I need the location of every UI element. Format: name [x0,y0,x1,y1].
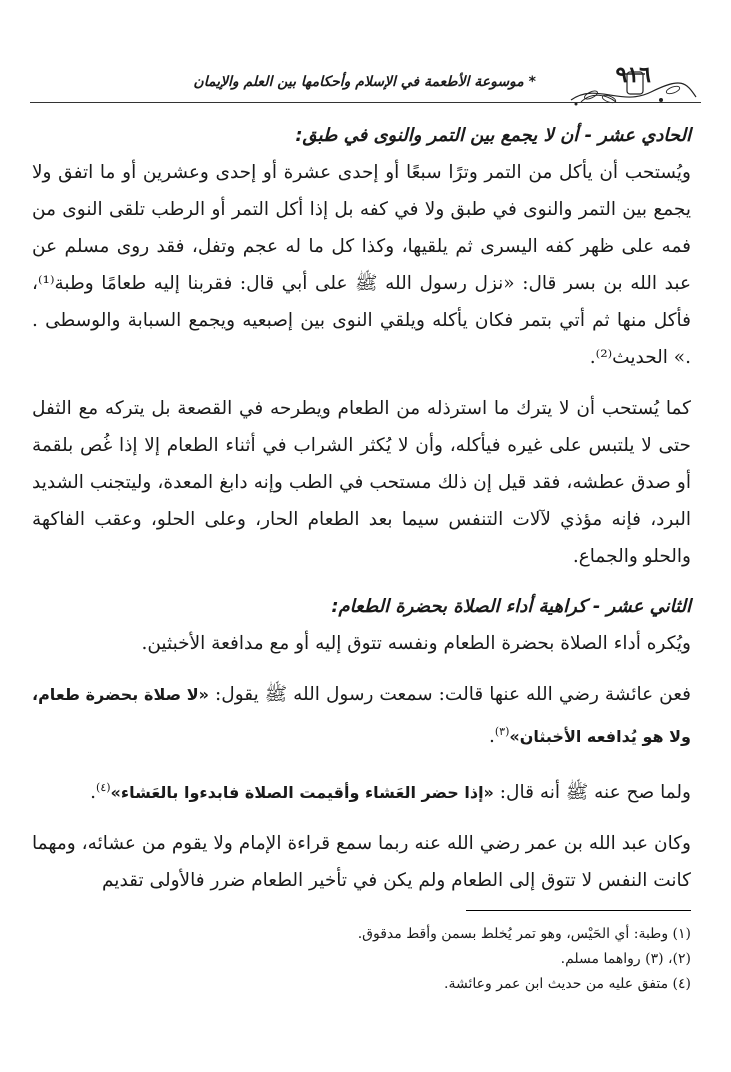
main-text [32,118,691,899]
footnote-3: (٤) متفق عليه من حديث ابن عمر وعائشة. [444,976,691,992]
running-title: * موسوعة الأطعمة في الإسلام وأحكامها بين العلم والإيمان [193,74,536,90]
paragraph: وكان عبد الله بن عمر رضي الله عنه ربما سمع قراءة الإمام ولا يقوم من عشائه، ومهما كانت النفس لا تتوق إلى الطعام ولم يكن في تأخير الطعام ضرر فالأولى تقديم [32,833,691,892]
header-rule [30,102,701,103]
footnote-ref: (٤) [96,781,111,795]
page-number: ٩١٦ [615,62,651,88]
footnote-2: (٢)، (٣) رواهما مسلم. [560,951,691,967]
page-header [30,62,701,112]
hadith-intro: فعن عائشة رضي الله عنها قالت: سمعت رسول الله ﷺ يقول: [215,684,691,705]
hadith-paragraph-2: ولما صح عنه ﷺ أنه قال: «إذا حضر العَشاء وأقيمت الصلاة فابدءوا بالعَشاء»$^{(٤)}$. [90,781,691,804]
footnotes [40,922,691,997]
hadith-quote: «لا صلاة بحضرة طعام، ولا هو يُدافعه الأخبثان» [32,685,691,747]
hadith-quote: «إذا حضر العَشاء وأقيمت الصلاة فابدءوا بالعَشاء» [110,783,494,803]
paragraph: ويُكره أداء الصلاة بحضرة الطعام ونفسه تتوق إليه أو مع مدافعة الأخبثين. [141,633,691,654]
section-heading-12: الثاني عشر - كراهية أداء الصلاة بحضرة الطعام: [331,596,691,617]
paragraph: كما يُستحب أن لا يترك ما استرذله من الطعام ويطرحه في القصعة بل يتركه مع الثفل حتى لا يلتبس على غيره فيأكله، وأن لا يُكثر الشراب في أثناء الطعام إلا إذا غُص بلقمة أو صدق عطشه، فقد قيل إن ذلك مستحب في الطب وإنه دابغ المعدة، وليتجنب الشديد البرد، فإنه مؤذي لآلات التنفس سيما بعد الطعام الحار، وعلى الحلو، وعقب الفاكهة والحلو والجماع. [32,398,691,567]
footnote-rule [466,910,691,911]
hadith-intro: ولما صح عنه ﷺ أنه قال: [499,782,691,804]
running-title-text: موسوعة الأطعمة في الإسلام وأحكامها بين العلم والإيمان [193,74,524,90]
footnote-1: (١) وطبة: أي الحَيْس، وهو تمر يُخلط بسمن وأقط مدقوق. [357,926,691,942]
section-heading-11: الحادي عشر - أن لا يجمع بين التمر والنوى في طبق: [295,125,691,146]
hadith-paragraph-1: فعن عائشة رضي الله عنها قالت: سمعت رسول الله ﷺ يقول: «لا صلاة بحضرة طعام، ولا هو يُدافعه الأخبثان»$^{(٣)}$. [32,684,691,748]
paragraph: ويُستحب أن يأكل من التمر وترًا سبعًا أو إحدى عشرة أو إحدى وعشرين أو ما اتفق ولا يجمع بين التمر والنوى في طبق ولا في كفه بل إذا أكل التمر أو الرطب تلقى النوى من فمه على ظهر كفه اليسرى ثم يلقيها، وكذا كل ما له عجم وتفل، فقد روى مسلم عن عبد الله بن بسر قال: «نزل رسول الله ﷺ على أبي قال: فقربنا إليه طعامًا وطبة⁽¹⁾، فأكل منها ثم أتي بتمر فكان يأكله ويلقي النوى بين إصبعيه ويجمع السبابة والوسطى . .» الحديث⁽²⁾. [32,162,692,368]
footnote-ref: (٣) [494,725,510,738]
